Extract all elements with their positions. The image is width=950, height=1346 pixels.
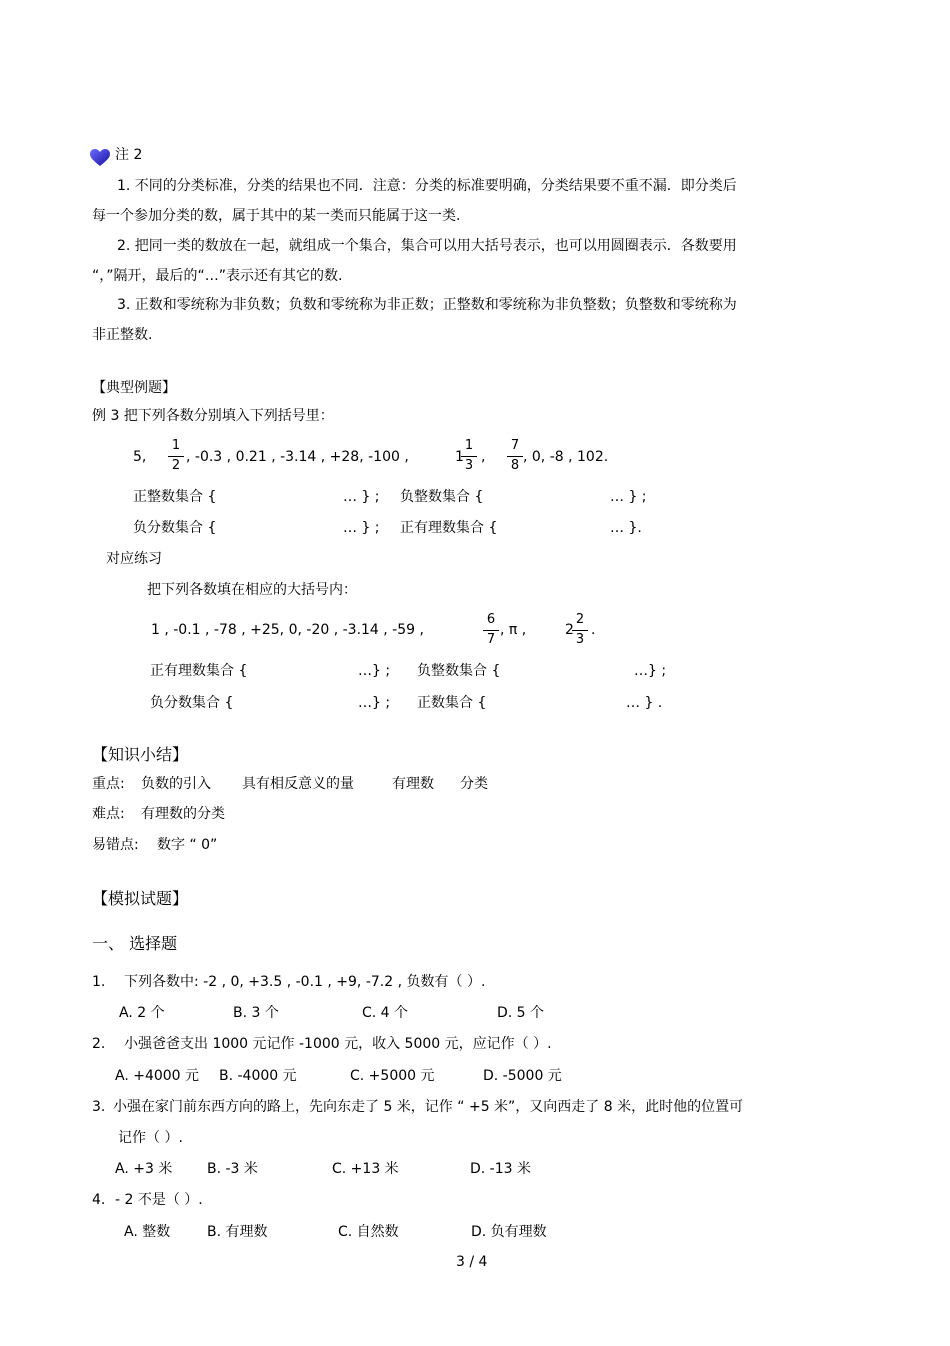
practice-set-negative-integer-label: 负整数集合 { — [417, 663, 501, 679]
mock-section-title: 一、 选择题 — [92, 934, 178, 953]
practice-numbers-list-2: , π , — [500, 622, 527, 638]
q3-number: 3. — [92, 1099, 106, 1115]
set-positive-integer-label: 正整数集合 { — [133, 489, 217, 505]
practice-set-negative-integer-end: …} ; — [634, 663, 667, 679]
practice-set-positive-end: … } . — [626, 695, 663, 711]
q1-option-b: B. 3 个 — [233, 1005, 279, 1021]
summary-key-points-label: 重点: — [92, 776, 125, 792]
practice-set-positive-rational-end: …} ; — [358, 663, 391, 679]
practice-mixed-whole: 2 — [565, 622, 574, 638]
set-positive-rational-label: 正有理数集合 { — [400, 520, 498, 536]
q3-option-c: C. +13 米 — [332, 1161, 399, 1177]
q2-option-c: C. +5000 元 — [350, 1068, 435, 1084]
q4-option-b: B. 有理数 — [207, 1224, 268, 1240]
note-title: 注 2 — [115, 147, 143, 163]
example-numbers-list-2: , 0, -8 , 102. — [523, 449, 609, 465]
example-numbers-list-1: , -0.3 , 0.21 , -3.14 , +28, -100 , — [186, 449, 409, 465]
q1-option-a: A. 2 个 — [119, 1005, 165, 1021]
q3-option-d: D. -13 米 — [470, 1161, 531, 1177]
heart-icon — [90, 149, 110, 170]
fraction-one-half: 1 2 — [168, 439, 184, 474]
example-intro: 例 3 把下列各数分别填入下列括号里： — [92, 408, 334, 424]
note-paragraph-3a: 3. 正数和零统称为非负数；负数和零统称为非正数；正整数和零统称为非负整数；负整数和零统称为 — [117, 297, 737, 313]
q3-option-b: B. -3 米 — [207, 1161, 258, 1177]
q4-text: - 2 不是（ ）. — [115, 1192, 203, 1208]
q4-option-d: D. 负有理数 — [471, 1224, 547, 1240]
set-positive-rational-end: … }. — [610, 520, 642, 536]
practice-set-positive-rational-label: 正有理数集合 { — [150, 663, 248, 679]
q4-option-a: A. 整数 — [124, 1224, 171, 1240]
summary-key-point-3: 有理数 — [392, 776, 434, 792]
q2-text: 小强爸爸支出 1000 元记作 -1000 元，收入 5000 元，应记作（ ）. — [124, 1036, 552, 1052]
q1-text: 下列各数中: -2 , 0, +3.5 , -0.1 , +9, -7.2 , 负数有（ ）. — [124, 974, 486, 990]
note-paragraph-1b: 每一个参加分类的数，属于其中的某一类而只能属于这一类. — [92, 208, 461, 224]
summary-common-error-item: 数字 “ 0” — [157, 837, 218, 853]
note-paragraph-1a: 1. 不同的分类标准，分类的结果也不同．注意：分类的标准要明确，分类结果要不重不漏．即分类后 — [117, 178, 737, 194]
note-paragraph-2a: 2. 把同一类的数放在一起，就组成一个集合，集合可以用大括号表示，也可以用圆圈表示．各数要用 — [117, 238, 737, 254]
set-negative-integer-end: … } ; — [610, 489, 647, 505]
q1-option-c: C. 4 个 — [362, 1005, 409, 1021]
q2-option-a: A. +4000 元 — [115, 1068, 200, 1084]
q2-option-d: D. -5000 元 — [483, 1068, 562, 1084]
q4-number: 4. — [92, 1192, 106, 1208]
q4-option-c: C. 自然数 — [338, 1224, 399, 1240]
mock-heading: 【模拟试题】 — [92, 889, 189, 908]
practice-heading: 对应练习 — [106, 551, 162, 567]
set-positive-integer-end: … } ; — [343, 489, 380, 505]
fraction-six-sevenths: 6 7 — [483, 613, 499, 648]
q3-text-continued: 记作（ ）. — [118, 1130, 183, 1146]
fraction-seven-eighths: 7 8 — [507, 439, 523, 474]
q3-option-a: A. +3 米 — [115, 1161, 173, 1177]
note-paragraph-2b: “，”隔开，最后的“…”表示还有其它的数. — [92, 268, 343, 284]
q1-option-d: D. 5 个 — [497, 1005, 545, 1021]
practice-set-negative-fraction-label: 负分数集合 { — [150, 695, 234, 711]
note-paragraph-3b: 非正整数. — [92, 327, 153, 343]
set-negative-integer-label: 负整数集合 { — [400, 489, 484, 505]
practice-numbers-list-1: 1 , -0.1 , -78 , +25, 0, -20 , -3.14 , -59 , — [151, 622, 424, 638]
mixed-number-whole: 1 — [455, 449, 464, 465]
summary-key-point-2: 具有相反意义的量 — [242, 776, 354, 792]
summary-heading: 【知识小结】 — [92, 745, 189, 764]
practice-set-positive-label: 正数集合 { — [417, 695, 487, 711]
summary-key-point-4: 分类 — [460, 776, 488, 792]
summary-key-point-1: 负数的引入 — [141, 776, 211, 792]
q2-number: 2. — [92, 1036, 106, 1052]
q3-text: 小强在家门前东西方向的路上，先向东走了 5 米，记作 “ +5 米”，又向西走了 8 米，此时他的位置可 — [113, 1099, 744, 1115]
page-number: 3 / 4 — [456, 1254, 488, 1270]
mixed-number-fraction: 1 3 — [461, 439, 477, 474]
summary-common-error-label: 易错点: — [92, 837, 139, 853]
summary-difficulty-item: 有理数的分类 — [141, 806, 225, 822]
example-comma: , — [481, 449, 486, 465]
practice-set-negative-fraction-end: …} ; — [358, 695, 391, 711]
practice-intro: 把下列各数填在相应的大括号内： — [147, 582, 357, 598]
example-heading: 【典型例题】 — [92, 380, 176, 396]
practice-mixed-fraction: 2 3 — [572, 613, 588, 648]
example-number-5: 5, — [133, 449, 147, 465]
summary-difficulty-label: 难点: — [92, 806, 125, 822]
q1-number: 1. — [92, 974, 106, 990]
set-negative-fraction-label: 负分数集合 { — [133, 520, 217, 536]
q2-option-b: B. -4000 元 — [219, 1068, 297, 1084]
set-negative-fraction-end: … } ; — [343, 520, 380, 536]
practice-period: . — [591, 622, 596, 638]
